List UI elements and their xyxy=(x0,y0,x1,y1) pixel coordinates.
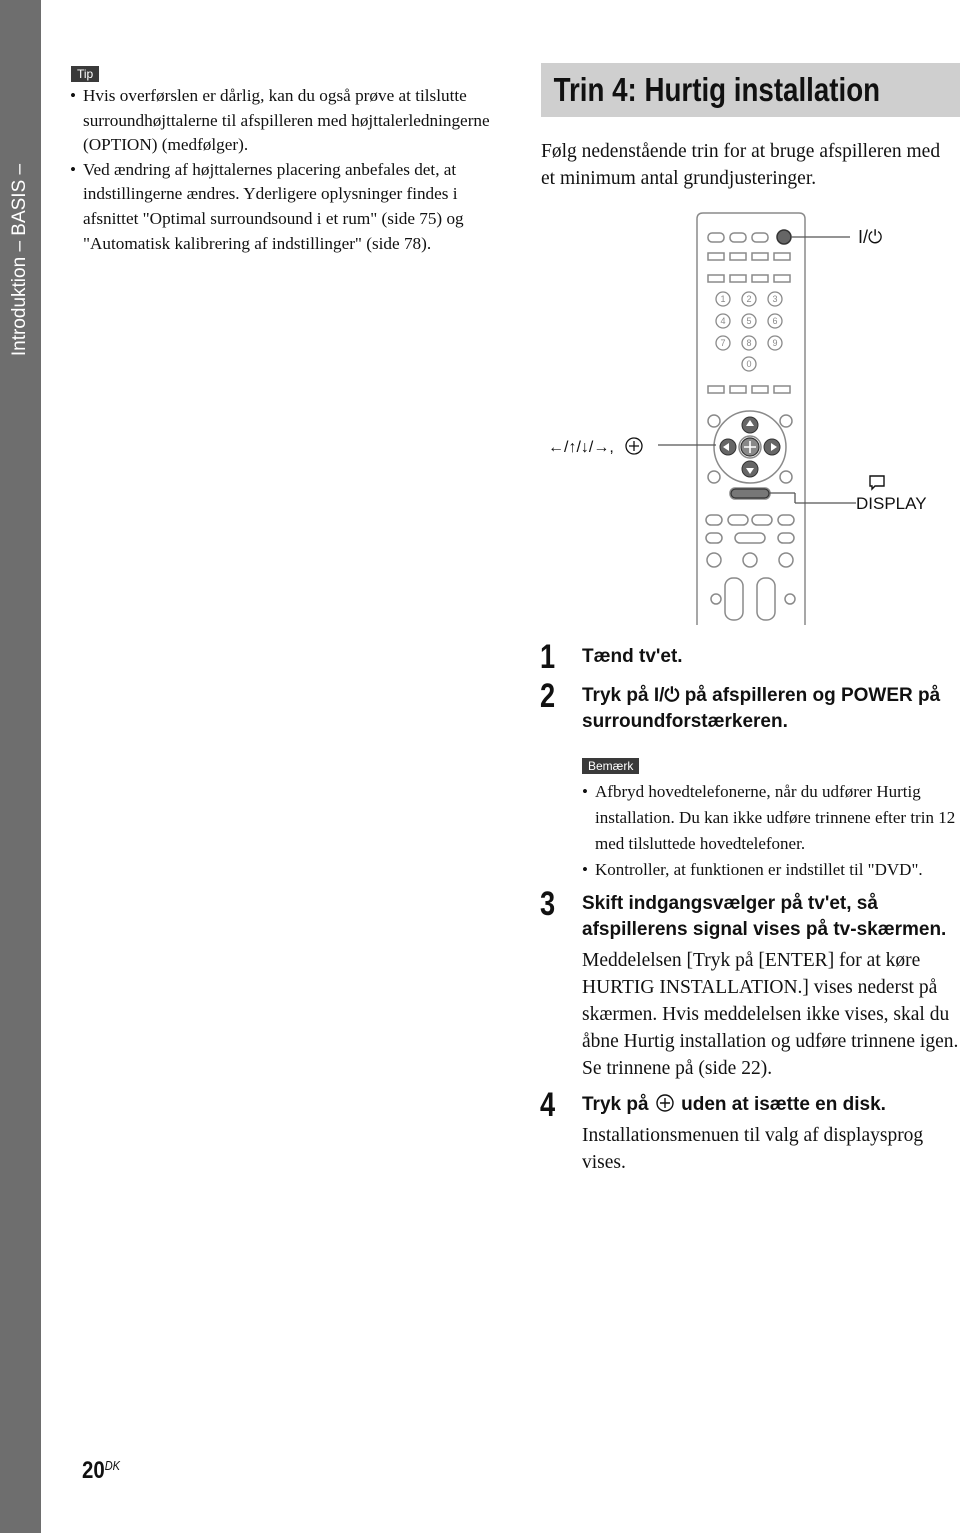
sidebar xyxy=(0,0,41,1533)
step xyxy=(540,677,960,735)
enter-icon xyxy=(654,1093,676,1113)
section-title-bar xyxy=(541,63,960,117)
section-title: Trin 4: Hurtig installation xyxy=(553,71,881,108)
power-symbol: I/⏻ xyxy=(653,685,680,706)
note-block xyxy=(540,757,960,883)
step-body: Installationsmenuen til valg af displaysprog vises. xyxy=(582,1125,924,1173)
step-number: 1 xyxy=(540,638,556,676)
step xyxy=(540,638,960,676)
step-number: 2 xyxy=(540,677,556,715)
note-badge: Bemærk xyxy=(582,758,639,774)
page-number: $20^{DK}$ xyxy=(82,1457,121,1484)
step-number: 3 xyxy=(540,885,556,923)
tip-badge: Tip xyxy=(71,66,99,82)
enter-icon xyxy=(626,438,642,454)
power-button xyxy=(777,230,791,244)
note-item: • Afbryd hovedtelefonerne, når du udfører Hurtig installation. Du kan ikke udføre trinnene efter trin 12 med tilsluttede hovedtelefoner. xyxy=(582,779,960,857)
number-key: 2 xyxy=(746,294,752,304)
step-heading: Skift indgangsvælger på tv'et, så afspillerens signal vises på tv-skærmen. xyxy=(582,893,947,940)
number-key: 4 xyxy=(720,316,726,326)
number-key: 0 xyxy=(746,359,752,369)
note-item: • Kontroller, at funktionen er indstillet til "DVD". xyxy=(582,857,960,883)
step xyxy=(540,885,960,1082)
tip-item: • Ved ændring af højttalernes placering anbefales det, at indstillingerne ændres. Yderligere oplysninger findes i afsnittet "Optimal surroundsound i et rum" (side 75) og "Automatisk kalibrering af indstillinger" (side 78). xyxy=(70,158,490,256)
step-heading: Tryk på uden at isætte en disk. xyxy=(582,1094,886,1115)
note-list xyxy=(582,779,960,883)
step-body: Meddelelsen [Tryk på [ENTER] for at køre HURTIG INSTALLATION.] vises nederst på skærmen. Hvis meddelelsen ikke vises, skal du åbne Hurtig installation og udføre trinnene igen. Se trinnene på (side 22). xyxy=(582,950,959,1079)
number-key: 6 xyxy=(772,316,778,326)
display-label: DISPLAY xyxy=(856,494,927,513)
number-key: 1 xyxy=(720,294,726,304)
number-key: 7 xyxy=(720,338,726,348)
sidebar-label: Introduktion – BASIS – xyxy=(9,163,30,357)
number-key: 8 xyxy=(746,338,752,348)
number-key: 5 xyxy=(746,316,752,326)
step-number: 4 xyxy=(540,1086,556,1124)
display-button xyxy=(731,489,769,498)
arrows-label: ←/↑/↓/→, xyxy=(548,439,614,456)
remote-illustration xyxy=(540,205,960,630)
step xyxy=(540,1086,960,1176)
number-key: 3 xyxy=(772,294,778,304)
number-key: 9 xyxy=(772,338,778,348)
tip-list xyxy=(70,84,490,256)
step-heading: Tryk på I/⏻ på afspilleren og POWER på surroundforstærkeren. xyxy=(582,685,941,732)
tip-item: • Hvis overførslen er dårlig, kan du også prøve at tilslutte surroundhøjttalerne til afspilleren med højttalerledningerne (OPTION) (medfølger). xyxy=(70,84,490,158)
display-icon xyxy=(870,476,884,489)
power-label: I/⏻ xyxy=(858,227,883,247)
section-intro: Følg nedenstående trin for at bruge afspilleren med et minimum antal grundjusteringer. xyxy=(541,141,941,189)
steps-list xyxy=(540,638,960,1176)
step-heading: Tænd tv'et. xyxy=(582,646,683,667)
